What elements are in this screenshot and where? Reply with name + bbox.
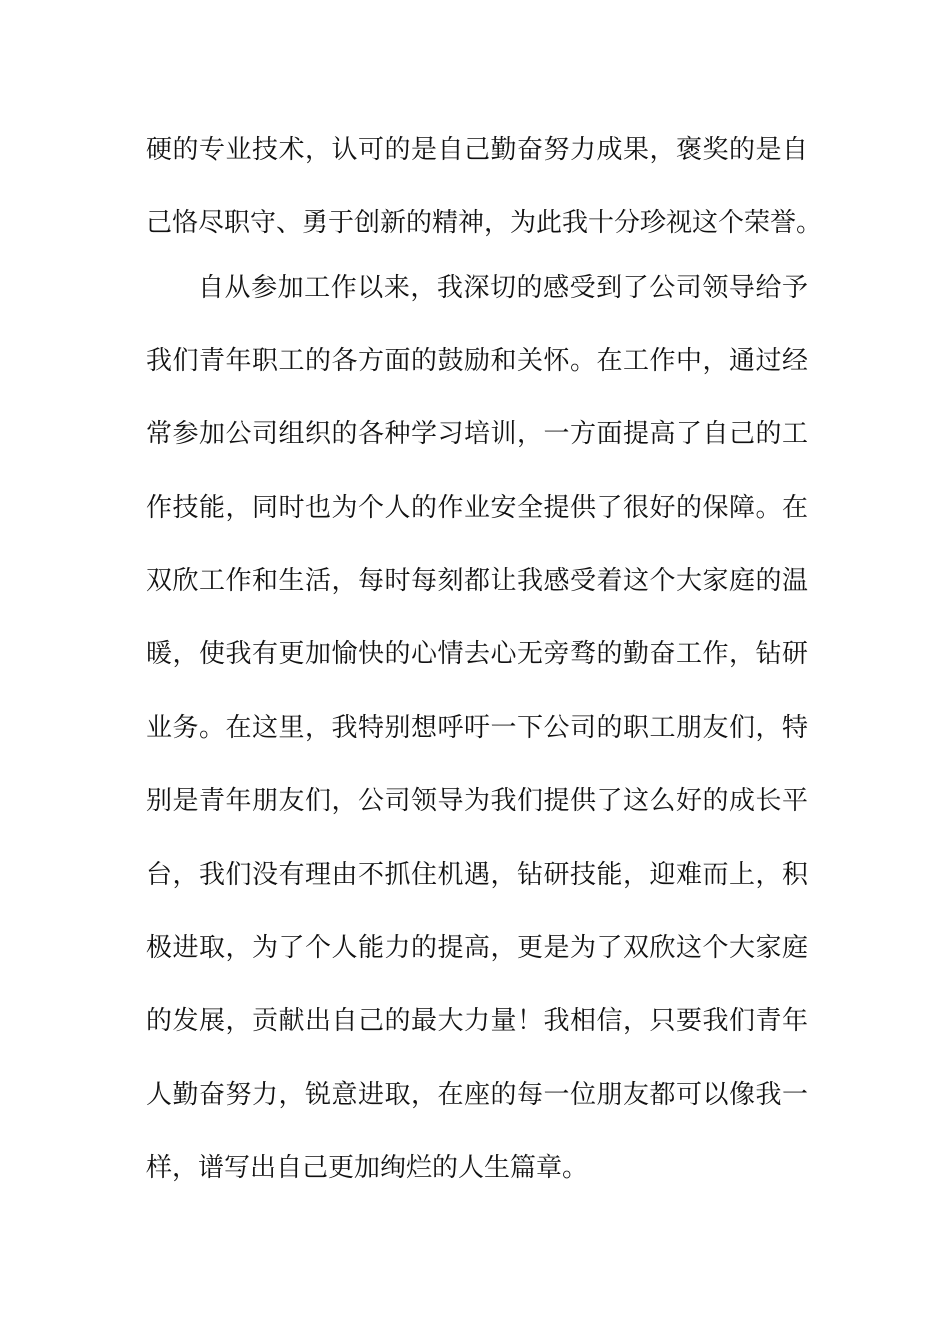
paragraph-line: 人勤奋努力，锐意进取，在座的每一位朋友都可以像我一	[146, 1080, 808, 1110]
paragraph-line: 自从参加工作以来，我深切的感受到了公司领导给予	[198, 273, 808, 303]
paragraph-line: 硬的专业技术，认可的是自己勤奋努力成果，褒奖的是自	[146, 135, 808, 165]
paragraph-line: 别是青年朋友们，公司领导为我们提供了这么好的成长平	[146, 786, 808, 816]
paragraph-line: 暖，使我有更加愉快的心情去心无旁骛的勤奋工作，钻研	[146, 639, 808, 669]
paragraph-line: 业务。在这里，我特别想呼吁一下公司的职工朋友们，特	[146, 713, 808, 743]
paragraph-line: 的发展，贡献出自己的最大力量！我相信，只要我们青年	[146, 1006, 808, 1036]
paragraph-line: 样，谱写出自己更加绚烂的人生篇章。	[146, 1153, 589, 1183]
paragraph-line: 双欣工作和生活，每时每刻都让我感受着这个大家庭的温	[146, 566, 808, 596]
paragraph-line: 台，我们没有理由不抓住机遇，钻研技能，迎难而上，积	[146, 860, 808, 890]
paragraph-line: 极进取，为了个人能力的提高，更是为了双欣这个大家庭	[146, 933, 808, 963]
paragraph-line: 作技能，同时也为个人的作业安全提供了很好的保障。在	[146, 493, 808, 523]
paragraph-line: 我们青年职工的各方面的鼓励和关怀。在工作中，通过经	[146, 346, 808, 376]
paragraph-line: 常参加公司组织的各种学习培训，一方面提高了自己的工	[146, 419, 808, 449]
paragraph-line: 己恪尽职守、勇于创新的精神，为此我十分珍视这个荣誉。	[146, 208, 823, 238]
